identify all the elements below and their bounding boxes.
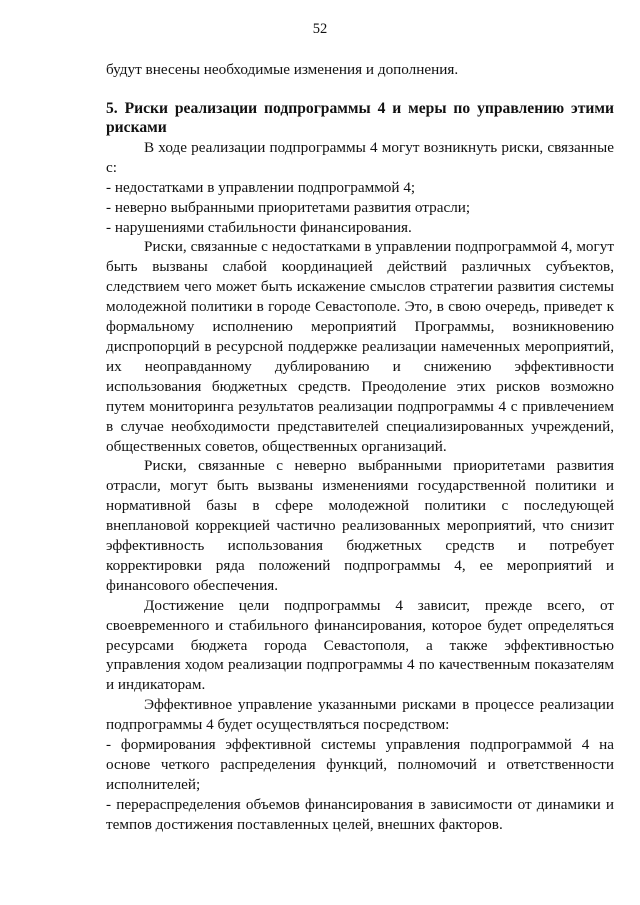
risk-priorities-paragraph: Риски, связанные с неверно выбранными приоритетами развития отрасли, могут быть вызваны изменениями государственной политики и нормативной базы в сфере молодежной политики с последующей внеплановой коррекцией частично реализованных мероприятий, что снизит эффективность использования бюджетных средств и потребует корректировки ряда положений подпрограммы 4, ее мероприятий и финансового обеспечения. — [106, 457, 614, 594]
page-number: 52 — [312, 21, 328, 37]
risk-control-intro-paragraph: Эффективное управление указанными рисками в процессе реализации подпрограммы 4 будет осуществляться посредством: — [106, 696, 614, 734]
risk-list-item: - неверно выбранными приоритетами развития отрасли; — [106, 198, 471, 216]
goal-achievement-paragraph: Достижение цели подпрограммы 4 зависит, прежде всего, от своевременного и стабильного финансирования, которое будет определяться ресурсами бюджета города Севастополя, а также эффективностью управления ходом реализации подпрограммы 4 по качественным показателям и индикаторам. — [106, 596, 614, 694]
intro-line: будут внесены необходимые изменения и дополнения. — [106, 61, 459, 78]
risk-list-item: - нарушениями стабильности финансирования. — [106, 218, 412, 236]
risk-list-item: - недостатками в управлении подпрограммой 4; — [106, 178, 416, 196]
lead-paragraph: В ходе реализации подпрограммы 4 могут возникнуть риски, связанные с: — [106, 138, 614, 176]
measure-list-item: - формирования эффективной системы управления подпрограммой 4 на основе четкого распределения функций, полномочий и ответственности исполнителей; — [106, 736, 614, 793]
risk-management-paragraph: Риски, связанные с недостатками в управлении подпрограммой 4, могут быть вызваны слабой координацией действий различных субъектов, следствием чего может быть искажение смыслов стратегии развития системы молодежной политики в городе Севастополе. Это, в свою очередь, приведет к формальному исполнению мероприятий Программы, возникновению диспропорций в ресурсной поддержке реализации намеченных мероприятий, их неоправданному дублированию и снижению эффективности использования бюджетных средств. Преодоление этих рисков возможно путем мониторинга результатов реализации подпрограммы 4 с привлечением в случае необходимости представителей специализированных учреждений, общественных советов, общественных организаций. — [106, 238, 614, 455]
document-body — [106, 60, 614, 835]
measure-list-item: - перераспределения объемов финансирования в зависимости от динамики и темпов достижения поставленных целей, внешних факторов. — [106, 795, 614, 833]
section-title: 5. Риски реализации подпрограммы 4 и меры по управлению этими рисками — [106, 99, 614, 137]
